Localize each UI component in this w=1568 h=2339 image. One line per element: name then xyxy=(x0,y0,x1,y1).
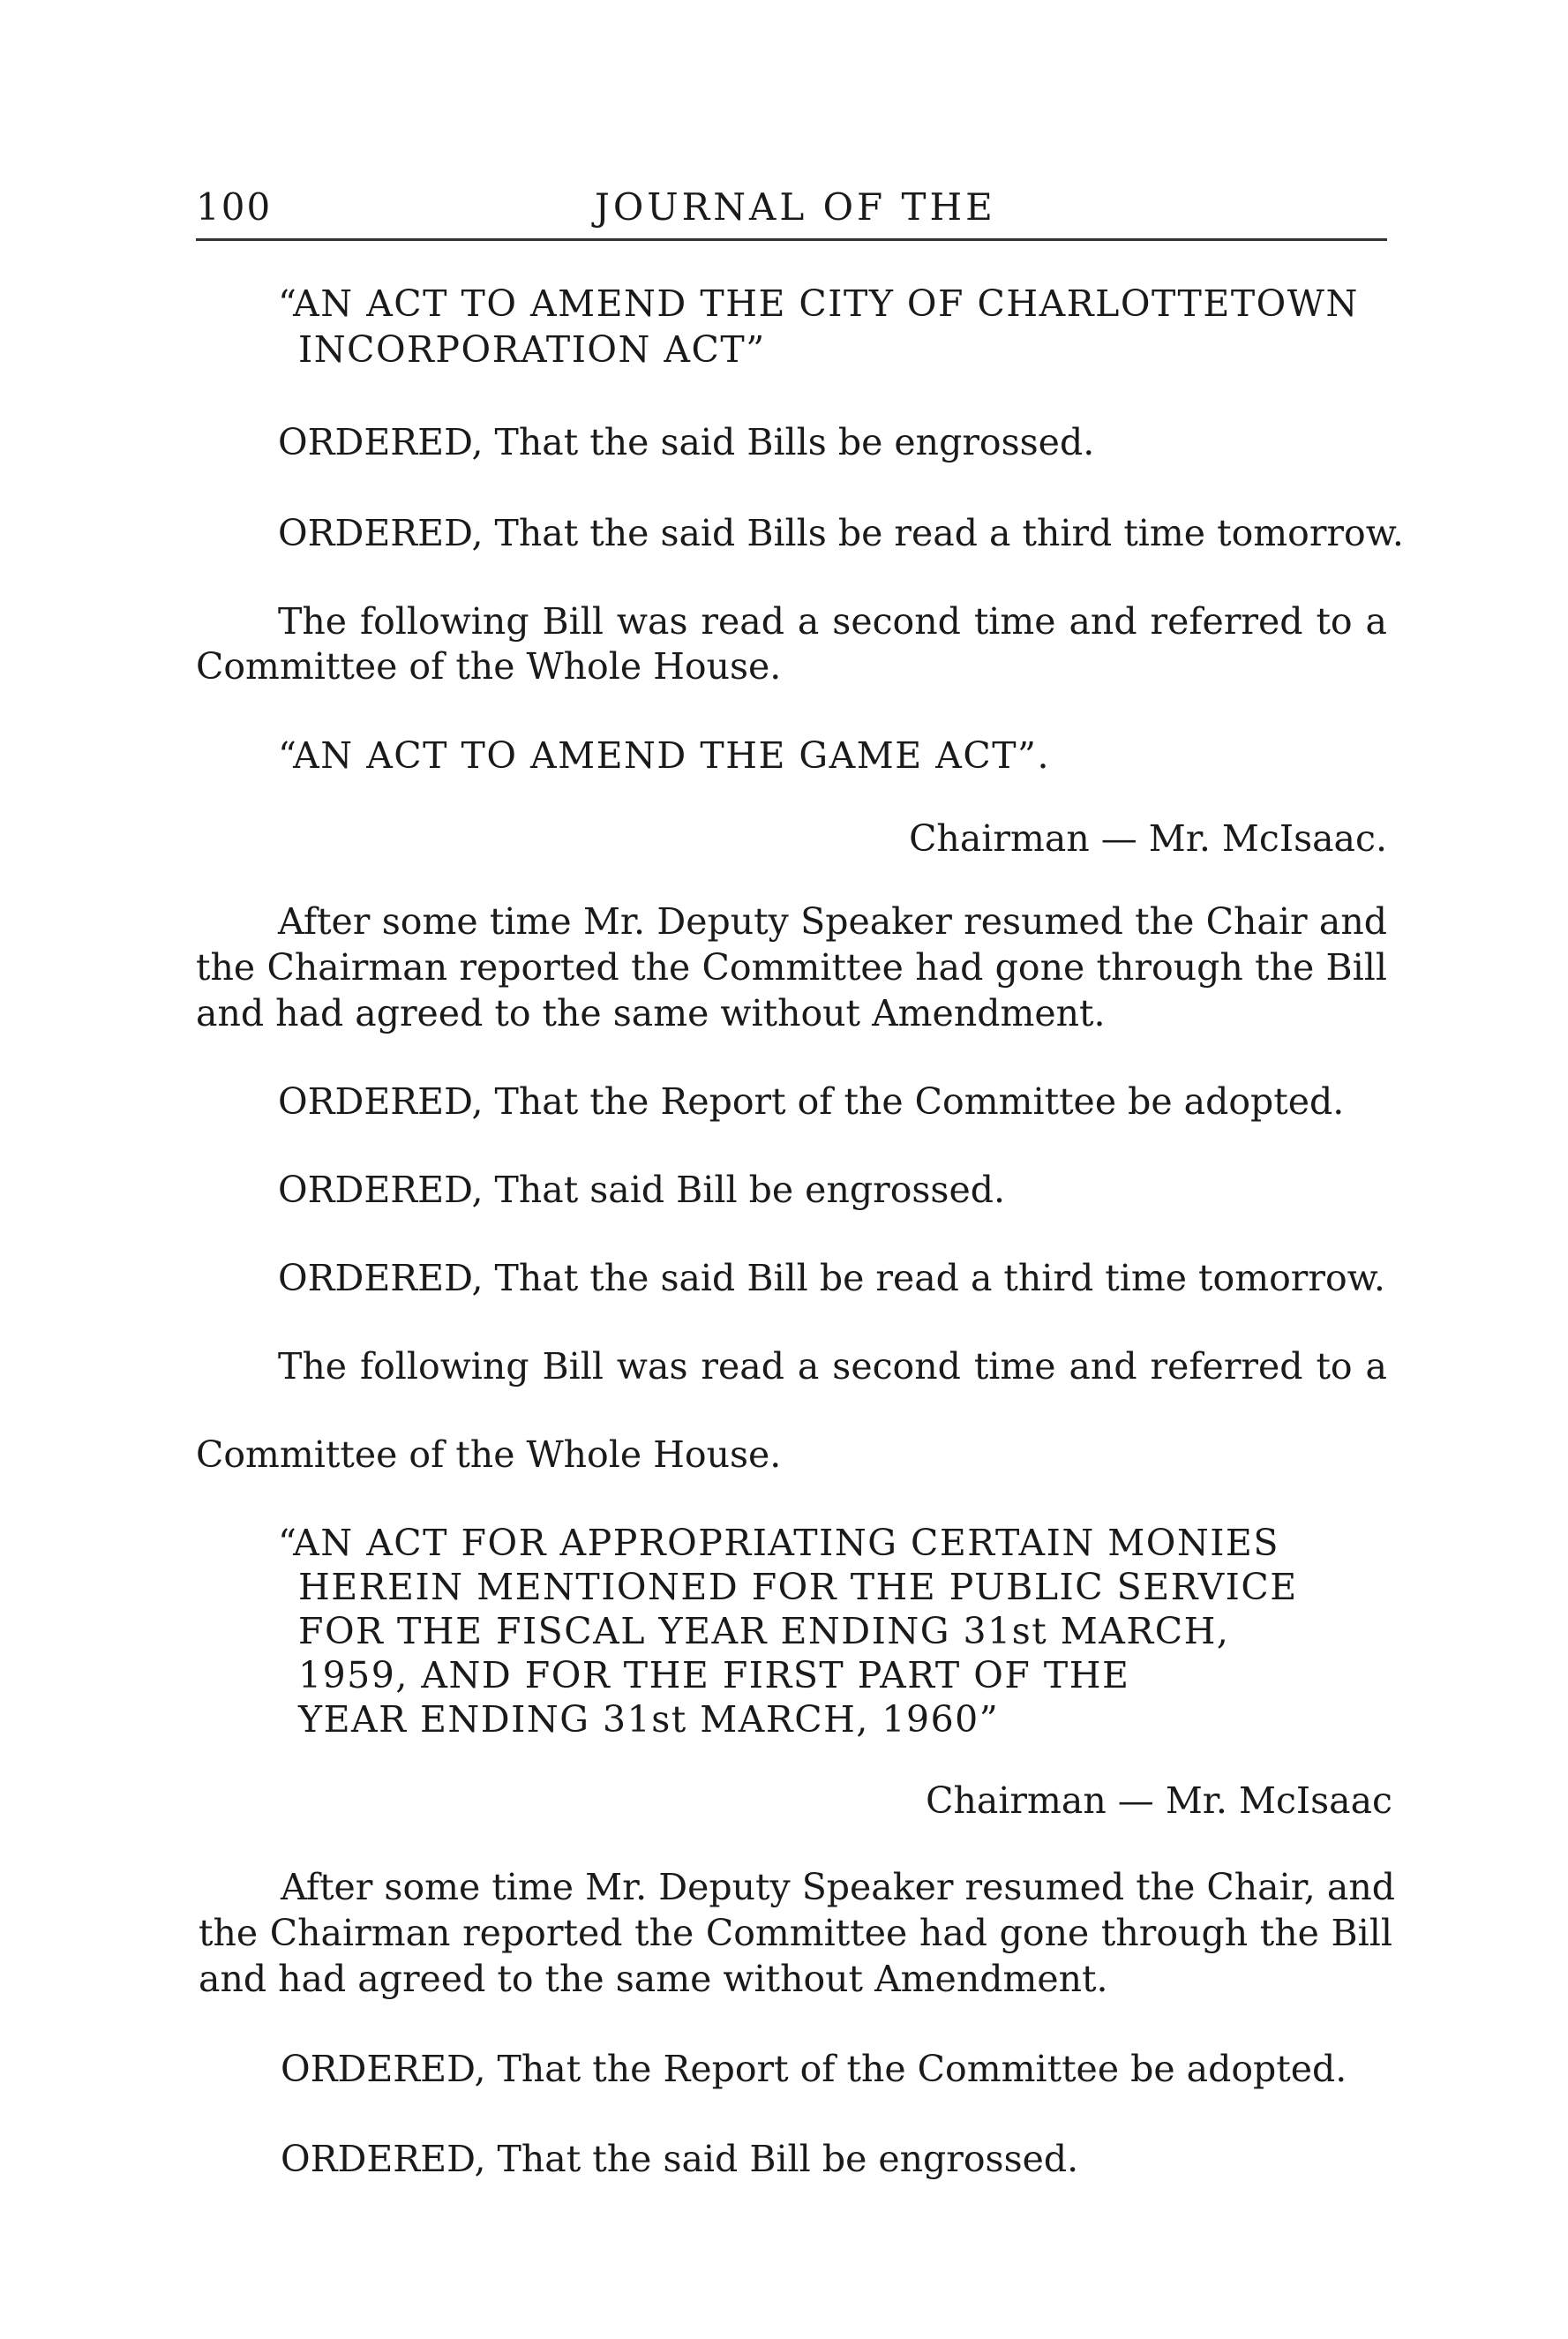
order-paragraph: ORDERED, That the said Bill be engrossed. xyxy=(281,2138,1079,2180)
chairman-line: Chairman — Mr. McIsaac. xyxy=(909,817,1387,860)
body-paragraph-line: the Chairman reported the Committee had gone through the Bill xyxy=(196,946,1387,989)
bill-title-line: “AN ACT TO AMEND THE GAME ACT”. xyxy=(278,734,1051,777)
body-paragraph-line: Committee of the Whole House. xyxy=(196,1433,782,1476)
bill-title-line: “AN ACT FOR APPROPRIATING CERTAIN MONIES xyxy=(278,1522,1279,1564)
page-number: 100 xyxy=(196,185,273,229)
order-paragraph: ORDERED, That the said Bill be read a third time tomorrow. xyxy=(278,1257,1385,1299)
order-paragraph: ORDERED, That the Report of the Committee be adopted. xyxy=(281,2048,1347,2090)
order-paragraph: ORDERED, That the Report of the Committee be adopted. xyxy=(278,1080,1345,1123)
body-paragraph-line: and had agreed to the same without Amendment. xyxy=(196,992,1106,1034)
body-paragraph-line: the Chairman reported the Committee had gone through the Bill xyxy=(199,1912,1392,1954)
body-paragraph-line: After some time Mr. Deputy Speaker resumed the Chair and xyxy=(278,900,1387,943)
body-paragraph-line: and had agreed to the same without Amendment. xyxy=(199,1958,1108,2000)
order-paragraph: ORDERED, That said Bill be engrossed. xyxy=(278,1169,1006,1211)
bill-title-line: 1959, AND FOR THE FIRST PART OF THE xyxy=(298,1654,1130,1696)
order-paragraph: ORDERED, That the said Bills be read a third time tomorrow. xyxy=(278,512,1404,554)
body-paragraph-line: Committee of the Whole House. xyxy=(196,645,782,688)
bill-title-line: INCORPORATION ACT” xyxy=(298,328,766,371)
page-header xyxy=(196,185,1387,238)
bill-title-line: YEAR ENDING 31st MARCH, 1960” xyxy=(298,1698,1000,1741)
body-paragraph-line: The following Bill was read a second time and referred to a xyxy=(278,1345,1387,1388)
body-paragraph-line: After some time Mr. Deputy Speaker resumed the Chair, and xyxy=(281,1866,1395,1908)
running-head: JOURNAL OF THE xyxy=(595,185,996,229)
header-rule xyxy=(196,238,1387,241)
chairman-line: Chairman — Mr. McIsaac xyxy=(926,1779,1392,1822)
bill-title-line: HEREIN MENTIONED FOR THE PUBLIC SERVICE xyxy=(298,1566,1298,1608)
body-paragraph-line: The following Bill was read a second time and referred to a xyxy=(278,600,1387,643)
bill-title-line: FOR THE FISCAL YEAR ENDING 31st MARCH, xyxy=(298,1610,1230,1652)
bill-title-line: “AN ACT TO AMEND THE CITY OF CHARLOTTETOWN xyxy=(278,282,1359,325)
order-paragraph: ORDERED, That the said Bills be engrossed. xyxy=(278,421,1095,463)
